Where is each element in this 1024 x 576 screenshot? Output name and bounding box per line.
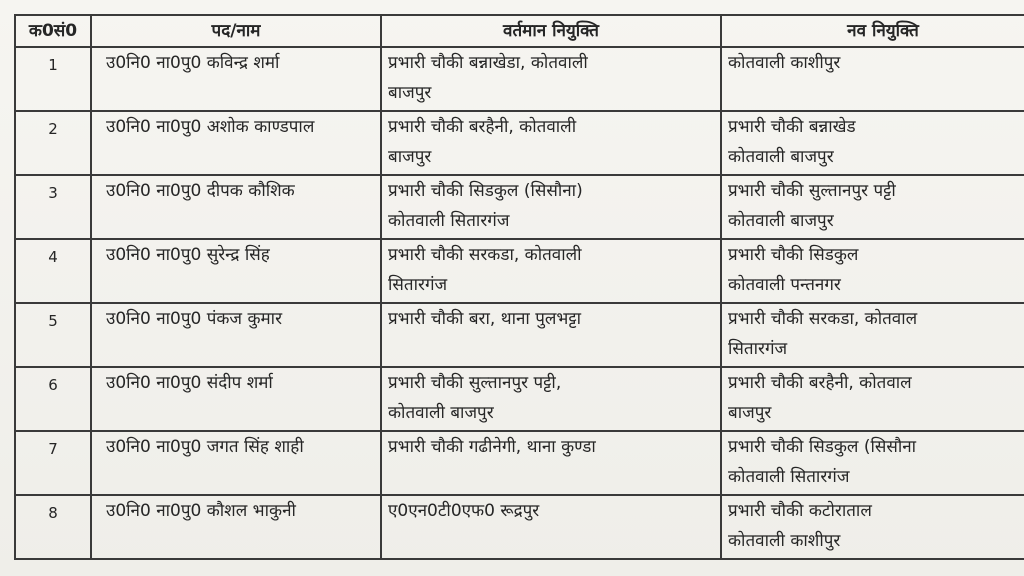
current-posting-line-1: प्रभारी चौकी सरकडा, कोतवाली bbox=[388, 245, 582, 265]
table-row bbox=[15, 111, 1024, 175]
name-cell bbox=[91, 175, 381, 239]
serial-cell bbox=[15, 111, 91, 175]
table-row bbox=[15, 239, 1024, 303]
new-posting-line-2: सितारगंज bbox=[728, 339, 788, 359]
table-row bbox=[15, 431, 1024, 495]
new-posting-line-2: कोतवाली पन्तनगर bbox=[728, 275, 841, 295]
serial-cell bbox=[15, 175, 91, 239]
table-row bbox=[15, 495, 1024, 559]
officer-name: उ0नि0 ना0पु0 जगत सिंह शाही bbox=[106, 437, 304, 457]
new-posting-line-1: प्रभारी चौकी सरकडा, कोतवाल bbox=[728, 309, 918, 329]
serial-number: 5 bbox=[48, 312, 58, 330]
new-posting-line-1: प्रभारी चौकी बरहैनी, कोतवाल bbox=[728, 373, 912, 393]
new-posting-cell bbox=[721, 303, 1024, 367]
serial-cell bbox=[15, 495, 91, 559]
new-posting-cell bbox=[721, 175, 1024, 239]
officer-name: उ0नि0 ना0पु0 संदीप शर्मा bbox=[106, 373, 273, 393]
new-posting-line-2: बाजपुर bbox=[728, 403, 772, 423]
new-posting-line-1: कोतवाली काशीपुर bbox=[728, 53, 841, 73]
table-row bbox=[15, 47, 1024, 111]
new-posting-line-1: प्रभारी चौकी सिडकुल (सिसौना bbox=[728, 437, 917, 457]
header-row bbox=[15, 15, 1024, 47]
new-posting-line-2: कोतवाली बाजपुर bbox=[728, 147, 834, 167]
current-posting-line-2: कोतवाली सितारगंज bbox=[388, 211, 510, 231]
transfer-table bbox=[14, 14, 1024, 560]
current-posting-line-1: प्रभारी चौकी बरा, थाना पुलभट्टा bbox=[388, 309, 582, 329]
new-posting-cell bbox=[721, 367, 1024, 431]
current-posting-line-1: प्रभारी चौकी बन्नाखेडा, कोतवाली bbox=[388, 53, 588, 73]
current-posting-cell bbox=[381, 303, 721, 367]
name-cell bbox=[91, 367, 381, 431]
serial-number: 6 bbox=[48, 376, 58, 394]
serial-number: 8 bbox=[48, 504, 58, 522]
new-posting-line-2: कोतवाली काशीपुर bbox=[728, 531, 841, 551]
current-posting-line-1: ए0एन0टी0एफ0 रूद्रपुर bbox=[388, 501, 540, 521]
new-posting-line-1: प्रभारी चौकी सुल्तानपुर पट्टी bbox=[728, 181, 896, 201]
current-posting-cell bbox=[381, 175, 721, 239]
name-cell bbox=[91, 111, 381, 175]
header-new-posting: नव नियुक्ति bbox=[721, 15, 1024, 47]
current-posting-line-2 bbox=[388, 334, 714, 364]
table-row bbox=[15, 367, 1024, 431]
new-posting-cell bbox=[721, 111, 1024, 175]
officer-name: उ0नि0 ना0पु0 अशोक काण्डपाल bbox=[106, 117, 315, 137]
current-posting-line-2 bbox=[388, 462, 714, 492]
current-posting-line-1: प्रभारी चौकी गढीनेगी, थाना कुण्डा bbox=[388, 437, 596, 457]
new-posting-line-1: प्रभारी चौकी कटोराताल bbox=[728, 501, 872, 521]
name-cell bbox=[91, 431, 381, 495]
current-posting-cell bbox=[381, 239, 721, 303]
current-posting-cell bbox=[381, 47, 721, 111]
serial-cell bbox=[15, 431, 91, 495]
current-posting-cell bbox=[381, 367, 721, 431]
new-posting-cell bbox=[721, 495, 1024, 559]
new-posting-line-2: कोतवाली सितारगंज bbox=[728, 467, 850, 487]
current-posting-cell bbox=[381, 431, 721, 495]
serial-number: 3 bbox=[48, 184, 58, 202]
current-posting-line-2 bbox=[388, 526, 714, 556]
serial-number: 1 bbox=[48, 56, 58, 74]
current-posting-line-2: कोतवाली बाजपुर bbox=[388, 403, 494, 423]
serial-number: 4 bbox=[48, 248, 58, 266]
officer-name: उ0नि0 ना0पु0 पंकज कुमार bbox=[106, 309, 283, 329]
name-cell bbox=[91, 239, 381, 303]
new-posting-line-1: प्रभारी चौकी बन्नाखेड bbox=[728, 117, 856, 137]
header-serial: क0सं0 bbox=[15, 15, 91, 47]
header-post-name: पद/नाम bbox=[91, 15, 381, 47]
serial-number: 2 bbox=[48, 120, 58, 138]
current-posting-cell bbox=[381, 495, 721, 559]
officer-name: उ0नि0 ना0पु0 दीपक कौशिक bbox=[106, 181, 295, 201]
serial-cell bbox=[15, 47, 91, 111]
current-posting-line-2: बाजपुर bbox=[388, 147, 432, 167]
serial-cell bbox=[15, 239, 91, 303]
serial-cell bbox=[15, 303, 91, 367]
header-current-posting: वर्तमान नियुक्ति bbox=[381, 15, 721, 47]
name-cell bbox=[91, 47, 381, 111]
current-posting-line-2: सितारगंज bbox=[388, 275, 448, 295]
table-row bbox=[15, 175, 1024, 239]
officer-name: उ0नि0 ना0पु0 कौशल भाकुनी bbox=[106, 501, 296, 521]
new-posting-line-2 bbox=[728, 78, 1024, 108]
new-posting-cell bbox=[721, 239, 1024, 303]
current-posting-cell bbox=[381, 111, 721, 175]
current-posting-line-1: प्रभारी चौकी सुल्तानपुर पट्टी, bbox=[388, 373, 562, 393]
current-posting-line-2: बाजपुर bbox=[388, 83, 432, 103]
new-posting-cell bbox=[721, 431, 1024, 495]
table-row bbox=[15, 303, 1024, 367]
serial-cell bbox=[15, 367, 91, 431]
new-posting-line-1: प्रभारी चौकी सिडकुल bbox=[728, 245, 859, 265]
current-posting-line-1: प्रभारी चौकी सिडकुल (सिसौना) bbox=[388, 181, 583, 201]
officer-name: उ0नि0 ना0पु0 कविन्द्र शर्मा bbox=[106, 53, 280, 73]
name-cell bbox=[91, 495, 381, 559]
officer-name: उ0नि0 ना0पु0 सुरेन्द्र सिंह bbox=[106, 245, 270, 265]
new-posting-cell bbox=[721, 47, 1024, 111]
serial-number: 7 bbox=[48, 440, 58, 458]
new-posting-line-2: कोतवाली बाजपुर bbox=[728, 211, 834, 231]
name-cell bbox=[91, 303, 381, 367]
current-posting-line-1: प्रभारी चौकी बरहैनी, कोतवाली bbox=[388, 117, 577, 137]
